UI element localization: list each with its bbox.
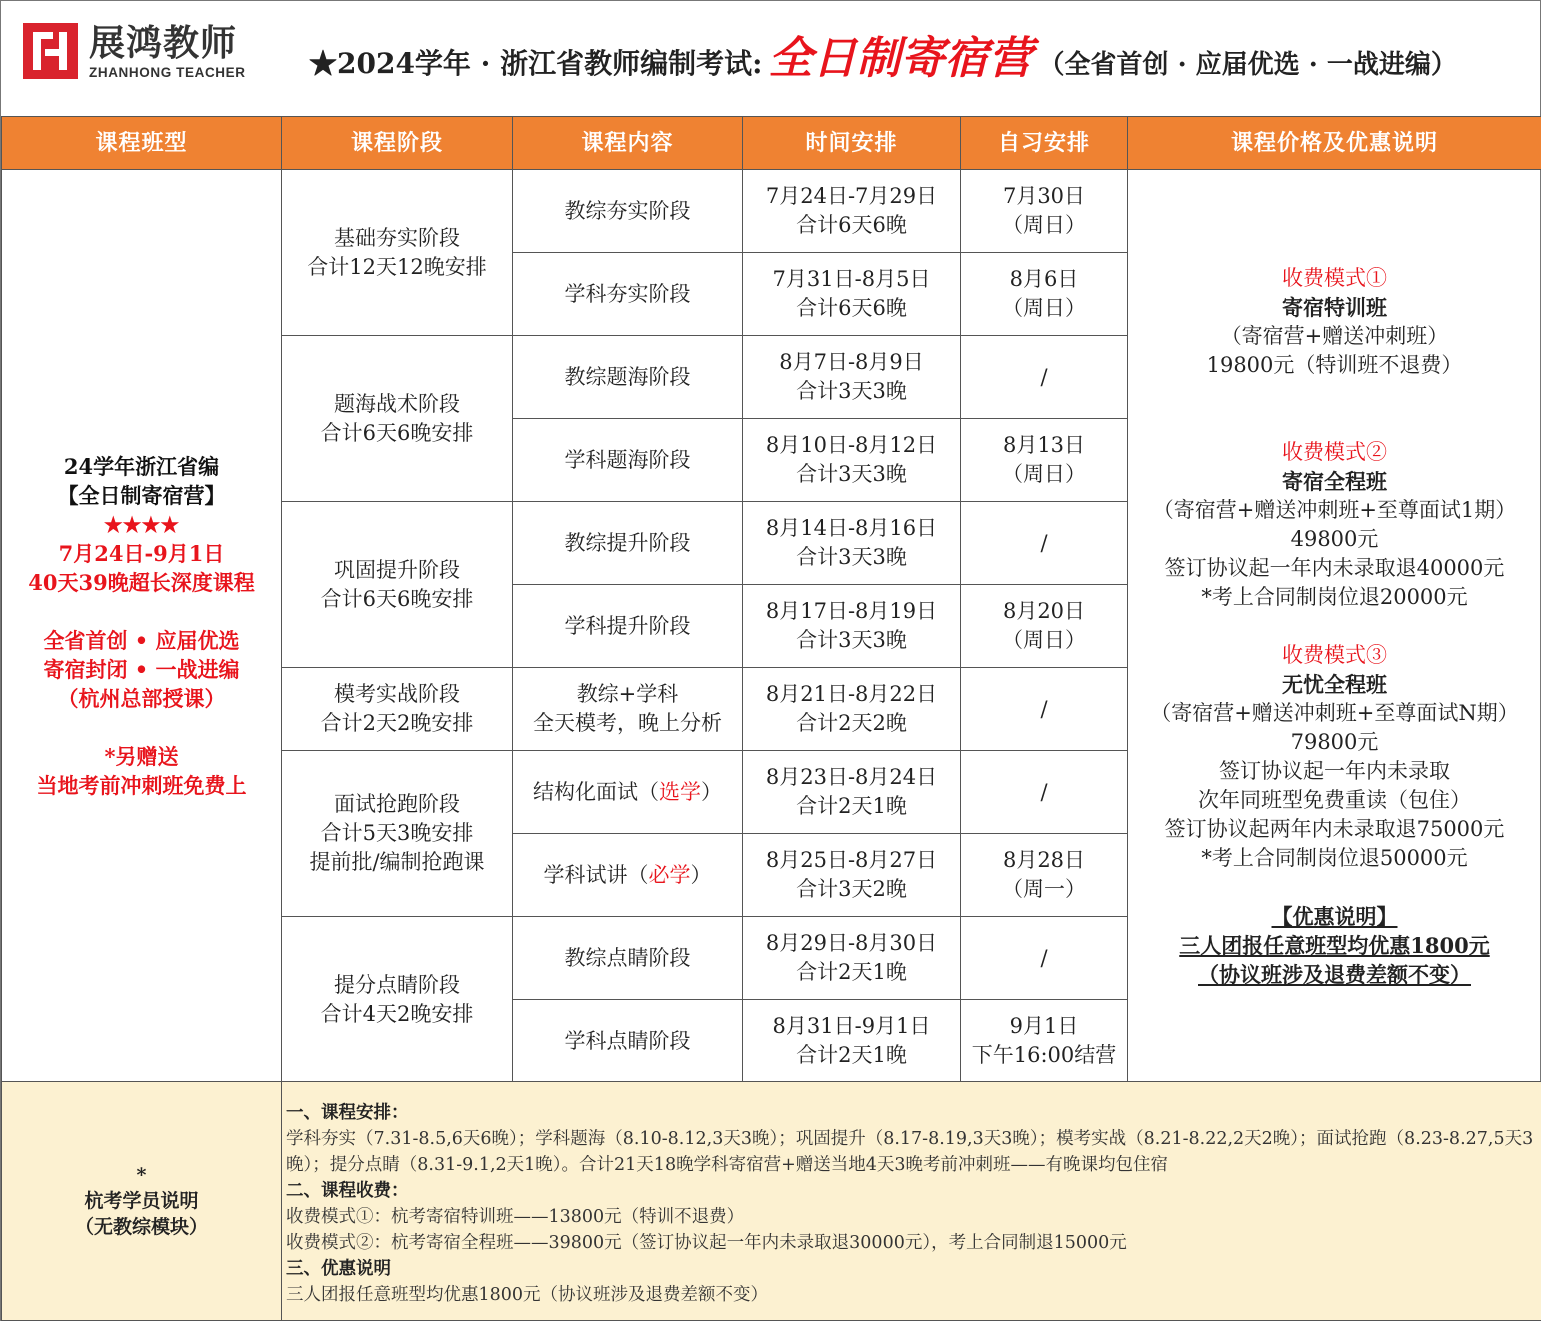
hangzhou-notes (282, 1082, 1541, 1321)
content-cell: 教综题海阶段 (513, 336, 743, 419)
hangzhou-subtitle: （无教综模块） (74, 1216, 208, 1238)
table-header-row (2, 117, 1541, 170)
time-cell: 7月31日-8月5日 合计6天6晚 (743, 253, 961, 336)
col-header-stage: 课程阶段 (282, 117, 513, 170)
notes-text: 收费模式①：杭考寄宿特训班——13800元（特训不退费） (286, 1207, 745, 1227)
table-row (2, 170, 1541, 253)
mode-2-label: 收费模式② (1282, 439, 1387, 464)
time-cell: 8月31日-9月1日 合计2天1晚 (743, 1000, 961, 1083)
time-cell: 8月29日-8月30日 合计2天1晚 (743, 917, 961, 1000)
hangzhou-label-cell (2, 1082, 282, 1321)
page-title (309, 29, 1457, 95)
mode-3-desc: （寄宿营+赠送冲刺班+至尊面试N期） (1150, 700, 1519, 725)
time-cell: 8月7日-8月9日 合计3天3晚 (743, 336, 961, 419)
content-cell: 结构化面试（选学） (513, 751, 743, 834)
notes-text: 学科夯实（7.31-8.5,6天6晚）；学科题海（8.10-8.12,3天3晚）；巩固提升（8.17-8.19,3天3晚）；模考实战（8.21-8.22,2天2晚）；面试抢跑（8.23-8.27,5天3晚）；提分点睛（8.31-9.1,2天1晚）。合计21天18晚学科寄宿营+赠送当地4天3晚考前冲刺班——有晚课均包住宿 (286, 1129, 1534, 1175)
mode-3-name: 无忧全程班 (1282, 671, 1387, 697)
page-header (1, 1, 1540, 116)
mode-2-post: *考上合同制岗位退20000元 (1201, 584, 1468, 609)
content-cell: 教综+学科 全天模考，晚上分析 (513, 668, 743, 751)
mode-3-note: 次年同班型免费重读（包住） (1198, 787, 1471, 812)
study-cell: 7月30日 （周日） (961, 170, 1128, 253)
content-cell: 学科点睛阶段 (513, 1000, 743, 1083)
time-cell: 8月10日-8月12日 合计3天3晚 (743, 419, 961, 502)
col-header-time: 时间安排 (743, 117, 961, 170)
time-cell: 8月25日-8月27日 合计3天2晚 (743, 834, 961, 917)
study-cell: 8月20日 （周日） (961, 585, 1128, 668)
stage-cell: 面试抢跑阶段 合计5天3晚安排 提前批/编制抢跑课 (282, 751, 513, 917)
mode-1-label: 收费模式① (1282, 265, 1387, 290)
content-cell: 学科提升阶段 (513, 585, 743, 668)
mode-3-note: 签订协议起一年内未录取 (1219, 758, 1450, 783)
slogan-line: 全省首创 • 应届优选 (43, 628, 240, 653)
study-cell: 9月1日 下午16:00结营 (961, 1000, 1128, 1083)
mode-1-price: 19800元（特训班不退费） (1206, 352, 1463, 377)
study-cell: 8月6日 （周日） (961, 253, 1128, 336)
course-dates: 7月24日-9月1日 (58, 541, 225, 566)
study-cell: 8月13日 （周日） (961, 419, 1128, 502)
course-length: 40天39晚超长深度课程 (28, 570, 255, 595)
course-subtitle: 【全日制寄宿营】 (57, 483, 226, 508)
stage-cell: 模考实战阶段 合计2天2晚安排 (282, 668, 513, 751)
col-header-price: 课程价格及优惠说明 (1128, 117, 1541, 170)
mode-2-name: 寄宿全程班 (1282, 468, 1387, 494)
bonus-line: *另赠送 (104, 744, 179, 769)
study-cell: / (961, 751, 1128, 834)
discount-line: 三人团报任意班型均优惠1800元 (1179, 932, 1490, 958)
content-cell: 学科题海阶段 (513, 419, 743, 502)
time-cell: 8月21日-8月22日 合计2天2晚 (743, 668, 961, 751)
stage-cell: 基础夯实阶段 合计12天12晚安排 (282, 170, 513, 336)
content-cell: 教综点睛阶段 (513, 917, 743, 1000)
notes-heading: 三、优惠说明 (286, 1259, 391, 1279)
stage-cell: 题海战术阶段 合计6天6晚安排 (282, 336, 513, 502)
content-cell: 学科夯实阶段 (513, 253, 743, 336)
discount-title: 【优惠说明】 (1271, 903, 1398, 929)
logo (23, 23, 263, 83)
mode-1-name: 寄宿特训班 (1282, 294, 1387, 320)
rating-stars: ★★★★ (103, 512, 180, 537)
time-cell: 8月23日-8月24日 合计2天1晚 (743, 751, 961, 834)
study-cell: / (961, 502, 1128, 585)
study-cell: / (961, 917, 1128, 1000)
stage-cell: 提分点睛阶段 合计4天2晚安排 (282, 917, 513, 1083)
hangzhou-title: 杭考学员说明 (84, 1190, 199, 1212)
notes-text: 三人团报任意班型均优惠1800元（协议班涉及退费差额不变） (286, 1285, 769, 1305)
mode-2-refund: 签订协议起一年内未录取退40000元 (1164, 555, 1505, 580)
bonus-line: 当地考前冲刺班免费上 (36, 773, 247, 798)
title-suffix: （全省首创 · 应届优选 · 一战进编） (1038, 50, 1457, 80)
study-cell: / (961, 336, 1128, 419)
study-cell: / (961, 668, 1128, 751)
logo-mark-icon (23, 23, 78, 79)
col-header-content: 课程内容 (513, 117, 743, 170)
course-name: 24学年浙江省编 (63, 454, 220, 479)
title-prefix: ★2024学年 · 浙江省教师编制考试: (309, 47, 763, 80)
notes-heading: 一、课程安排： (286, 1103, 409, 1123)
title-highlight: 全日制寄宿营 (768, 33, 1033, 84)
slogan-line: 寄宿封闭 • 一战进编 (43, 657, 240, 682)
col-header-study: 自习安排 (961, 117, 1128, 170)
content-cell: 教综提升阶段 (513, 502, 743, 585)
content-cell: 教综夯实阶段 (513, 170, 743, 253)
col-header-class: 课程班型 (2, 117, 282, 170)
notes-heading: 二、课程收费： (286, 1181, 409, 1201)
mode-3-post: *考上合同制岗位退50000元 (1201, 845, 1468, 870)
mode-1-desc: （寄宿营+赠送冲刺班） (1220, 323, 1449, 348)
time-cell: 8月17日-8月19日 合计3天3晚 (743, 585, 961, 668)
note-star: * (136, 1164, 147, 1186)
notes-text: 收费模式②：杭考寄宿全程班——39800元（签订协议起一年内未录取退30000元），考上合同制退15000元 (286, 1233, 1127, 1253)
mode-2-desc: （寄宿营+赠送冲刺班+至尊面试1期） (1152, 497, 1517, 522)
pricing-cell (1128, 170, 1541, 1083)
time-cell: 7月24日-7月29日 合计6天6晚 (743, 170, 961, 253)
mode-2-price: 49800元 (1290, 526, 1379, 551)
hangzhou-notes-table (1, 1081, 1541, 1321)
mode-3-price: 79800元 (1290, 729, 1379, 754)
mode-3-label: 收费模式③ (1282, 642, 1387, 667)
schedule-table (1, 116, 1541, 1083)
course-type-cell (2, 170, 282, 1083)
course-location: （杭州总部授课） (57, 686, 226, 711)
logo-text-cn: 展鸿教师 (89, 23, 238, 64)
discount-line: （协议班涉及退费差额不变） (1198, 961, 1471, 987)
content-cell: 学科试讲（必学） (513, 834, 743, 917)
study-cell: 8月28日 （周一） (961, 834, 1128, 917)
logo-text-en: ZHANHONG TEACHER (89, 65, 246, 80)
time-cell: 8月14日-8月16日 合计3天3晚 (743, 502, 961, 585)
mode-3-refund: 签订协议起两年内未录取退75000元 (1164, 816, 1505, 841)
stage-cell: 巩固提升阶段 合计6天6晚安排 (282, 502, 513, 668)
